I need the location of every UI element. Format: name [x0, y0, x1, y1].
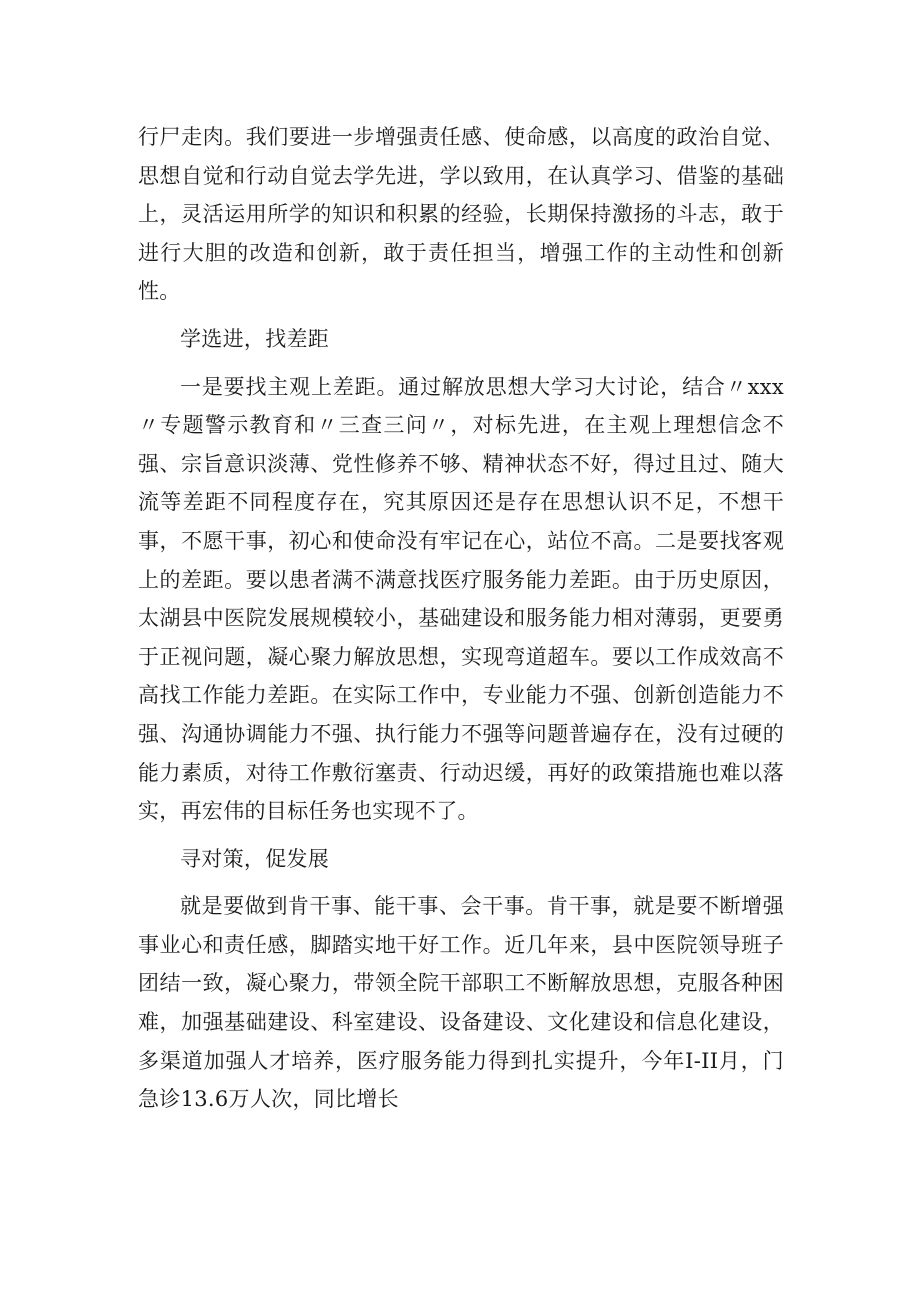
section-heading-learn-advanced: 学选进，找差距 — [180, 326, 330, 351]
paragraph-do-things: 就是要做到肯干事、能干事、会干事。肯干事，就是要不断增强事业心和责任感，脚踏实地干好工作。近几年来，县中医院领导班子团结一致，凝心聚力，带领全院干部职工不断解放思想，克服各种困难，加强基础建设、科室建设、设备建设、文化建设和信息化建设，多渠道加强人才培养，医疗服务能力得到扎实提升，今年I-II月，门急诊13.6万人次，同比增长 — [138, 894, 784, 1112]
paragraph-continuation: 行尸走肉。我们要进一步增强责任感、使命感，以高度的政治自觉、思想自觉和行动自觉去学先进，学以致用，在认真学习、借鉴的基础上，灵活运用所学的知识和积累的经验，长期保持激扬的斗志，敢于进行大胆的改造和创新，敢于责任担当，增强工作的主动性和创新性。 — [138, 125, 784, 304]
section-heading-seek-countermeasures: 寻对策，促发展 — [180, 846, 330, 871]
document-body — [138, 118, 784, 1128]
paragraph-find-gaps: 一是要找主观上差距。通过解放思想大学习大讨论，结合〃xxx〃专题警示教育和〃三查三问〃，对标先进，在主观上理想信念不强、宗旨意识淡薄、党性修养不够、精神状态不好，得过且过、随大流等差距不同程度存在，究其原因还是存在思想认识不足，不想干事，不愿干事，初心和使命没有牢记在心，站位不高。二是要找客观上的差距。要以患者满不满意找医疗服务能力差距。由于历史原因，太湖县中医院发展规模较小，基础建设和服务能力相对薄弱，更要勇于正视问题，凝心聚力解放思想，实现弯道超车。要以工作成效高不高找工作能力差距。在实际工作中，专业能力不强、创新创造能力不强、沟通协调能力不强、执行能力不强等问题普遍存在，没有过硬的能力素质，对待工作敷衍塞责、行动迟缓，再好的政策措施也难以落实，再宏伟的目标任务也实现不了。 — [138, 374, 784, 824]
